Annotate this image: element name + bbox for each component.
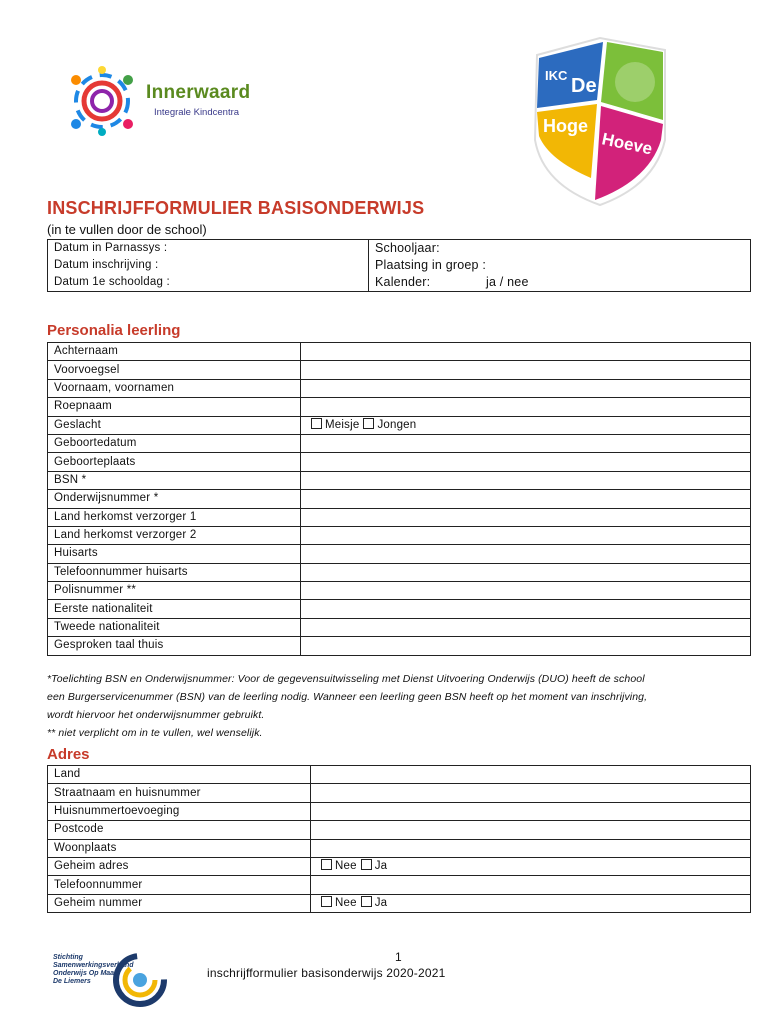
table-row xyxy=(48,416,751,434)
table-row xyxy=(48,361,751,379)
table-row xyxy=(48,637,751,655)
stichting-line: Onderwijs Op Maat xyxy=(53,970,117,977)
field-value[interactable] xyxy=(301,563,751,581)
table-row xyxy=(48,876,751,894)
ikc-logo xyxy=(525,20,675,210)
field-label: Tweede nationaliteit xyxy=(48,618,301,636)
school-fields-table xyxy=(47,239,751,292)
field-label: Gesproken taal thuis xyxy=(48,637,301,655)
page-title: INSCHRIJFFORMULIER BASISONDERWIJS xyxy=(47,198,425,218)
field-value[interactable] xyxy=(301,361,751,379)
field-label: Geboortedatum xyxy=(48,434,301,452)
adres-table xyxy=(47,765,751,913)
footnote-line: *Toelichting BSN en Onderwijsnummer: Voor de gegevensuitwisseling met Dienst Uitvoering Onderwijs (DUO) heeft de school xyxy=(47,673,645,685)
footer-text: inschrijfformulier basisonderwijs 2020-2021 xyxy=(207,966,446,980)
field-value[interactable] xyxy=(301,490,751,508)
table-row xyxy=(48,343,751,361)
ikc-de-text: De xyxy=(571,75,597,97)
table-row xyxy=(48,490,751,508)
table-row xyxy=(48,434,751,452)
ikc-text: IKC xyxy=(545,68,568,83)
field-value[interactable] xyxy=(301,398,751,416)
checkbox-label: Ja xyxy=(374,860,388,873)
innerwaard-name: Innerwaard xyxy=(146,82,251,103)
field-value[interactable] xyxy=(301,545,751,563)
ikc-shield-icon xyxy=(525,20,675,210)
field-value[interactable] xyxy=(301,637,751,655)
table-row xyxy=(48,766,751,784)
field-value[interactable] xyxy=(301,618,751,636)
checkbox-label: Meisje xyxy=(325,418,360,431)
field-label: BSN * xyxy=(48,471,301,489)
field-value[interactable] xyxy=(311,821,751,839)
field-value[interactable] xyxy=(301,416,751,434)
table-row xyxy=(48,240,751,258)
checkbox-label: Nee xyxy=(335,896,357,909)
field-value[interactable] xyxy=(311,894,751,912)
field-value[interactable] xyxy=(311,876,751,894)
field-label: Telefoonnummer xyxy=(48,876,311,894)
field-label: Postcode xyxy=(48,821,311,839)
checkbox[interactable] xyxy=(361,896,372,907)
field-label: Woonplaats xyxy=(48,839,311,857)
footnote xyxy=(47,670,757,742)
checkbox[interactable] xyxy=(363,418,374,429)
field-label: Roepnaam xyxy=(48,398,301,416)
field-value[interactable] xyxy=(311,784,751,802)
table-row xyxy=(48,802,751,820)
field-value[interactable] xyxy=(301,526,751,544)
table-row xyxy=(48,471,751,489)
table-row xyxy=(48,453,751,471)
field-label: Voornaam, voornamen xyxy=(48,379,301,397)
table-row xyxy=(48,894,751,912)
field-value[interactable] xyxy=(301,600,751,618)
table-row xyxy=(48,545,751,563)
field-value[interactable] xyxy=(311,766,751,784)
page-number: 1 xyxy=(395,950,402,964)
checkbox[interactable] xyxy=(321,896,332,907)
table-row xyxy=(48,784,751,802)
innerwaard-logo xyxy=(62,66,262,136)
calendar-field[interactable] xyxy=(369,274,751,292)
stichting-line: De Liemers xyxy=(53,978,91,985)
checkbox[interactable] xyxy=(361,859,372,870)
field-label: Land herkomst verzorger 1 xyxy=(48,508,301,526)
field-value[interactable] xyxy=(301,453,751,471)
stichting-circle-icon xyxy=(110,952,168,1008)
field-label: Eerste nationaliteit xyxy=(48,600,301,618)
stichting-line: Stichting xyxy=(53,954,83,961)
field-label: Geheim adres xyxy=(48,857,311,875)
field-label[interactable]: Plaatsing in groep : xyxy=(369,257,751,274)
field-label: Datum in Parnassys : xyxy=(48,240,369,258)
table-row xyxy=(48,257,751,274)
field-value[interactable] xyxy=(301,434,751,452)
table-row xyxy=(48,379,751,397)
footnote-line: een Burgerservicenummer (BSN) van de leerling nodig. Wanneer een leerling geen BSN heeft op het moment van inschrijving, xyxy=(47,691,648,703)
field-label: Land herkomst verzorger 2 xyxy=(48,526,301,544)
ikc-hoeve-text: Hoeve xyxy=(600,129,655,159)
field-label: Telefoonnummer huisarts xyxy=(48,563,301,581)
field-label: Voorvoegsel xyxy=(48,361,301,379)
innerwaard-subtitle: Integrale Kindcentra xyxy=(154,107,240,118)
table-row xyxy=(48,563,751,581)
checkbox[interactable] xyxy=(311,418,322,429)
checkbox[interactable] xyxy=(321,859,332,870)
table-row xyxy=(48,526,751,544)
table-row xyxy=(48,600,751,618)
personalia-table xyxy=(47,342,751,656)
table-row xyxy=(48,618,751,636)
table-row xyxy=(48,398,751,416)
field-value[interactable] xyxy=(311,802,751,820)
section-title-personalia: Personalia leerling xyxy=(47,322,181,339)
field-value[interactable] xyxy=(301,471,751,489)
checkbox-label: Nee xyxy=(335,860,357,873)
field-label: Achternaam xyxy=(48,343,301,361)
table-row xyxy=(48,582,751,600)
field-label: Onderwijsnummer * xyxy=(48,490,301,508)
field-value[interactable] xyxy=(301,343,751,361)
field-label: Geheim nummer xyxy=(48,894,311,912)
field-label: Straatnaam en huisnummer xyxy=(48,784,311,802)
field-value[interactable] xyxy=(311,857,751,875)
stichting-line: Samenwerkingsverband xyxy=(53,962,134,969)
table-row xyxy=(48,274,751,292)
calendar-value: ja / nee xyxy=(486,275,529,289)
checkbox-label: Jongen xyxy=(377,418,417,431)
field-label: Huisarts xyxy=(48,545,301,563)
field-label: Datum inschrijving : xyxy=(48,257,369,274)
table-row xyxy=(48,839,751,857)
field-value[interactable] xyxy=(301,508,751,526)
checkbox-label: Ja xyxy=(374,896,388,909)
field-label: Datum 1e schooldag : xyxy=(48,274,369,292)
footnote-line: ** niet verplicht om in te vullen, wel wenselijk. xyxy=(47,727,263,739)
table-row xyxy=(48,821,751,839)
field-label: Kalender: xyxy=(375,275,431,289)
field-label: Geboorteplaats xyxy=(48,453,301,471)
field-label: Geslacht xyxy=(48,416,301,434)
stichting-logo xyxy=(50,948,175,1008)
field-value[interactable] xyxy=(301,379,751,397)
page-subtitle: (in te vullen door de school) xyxy=(47,222,207,237)
footnote-line: wordt hiervoor het onderwijsnummer gebruikt. xyxy=(47,709,265,721)
ikc-hoge-text: Hoge xyxy=(543,116,588,136)
field-value[interactable] xyxy=(301,582,751,600)
field-label: Huisnummertoevoeging xyxy=(48,802,311,820)
innerwaard-figures-icon xyxy=(62,66,146,136)
field-label: Land xyxy=(48,766,311,784)
table-row xyxy=(48,857,751,875)
field-label: Polisnummer ** xyxy=(48,582,301,600)
table-row xyxy=(48,508,751,526)
field-value[interactable] xyxy=(311,839,751,857)
field-label[interactable]: Schooljaar: xyxy=(369,240,751,258)
section-title-adres: Adres xyxy=(47,746,90,763)
